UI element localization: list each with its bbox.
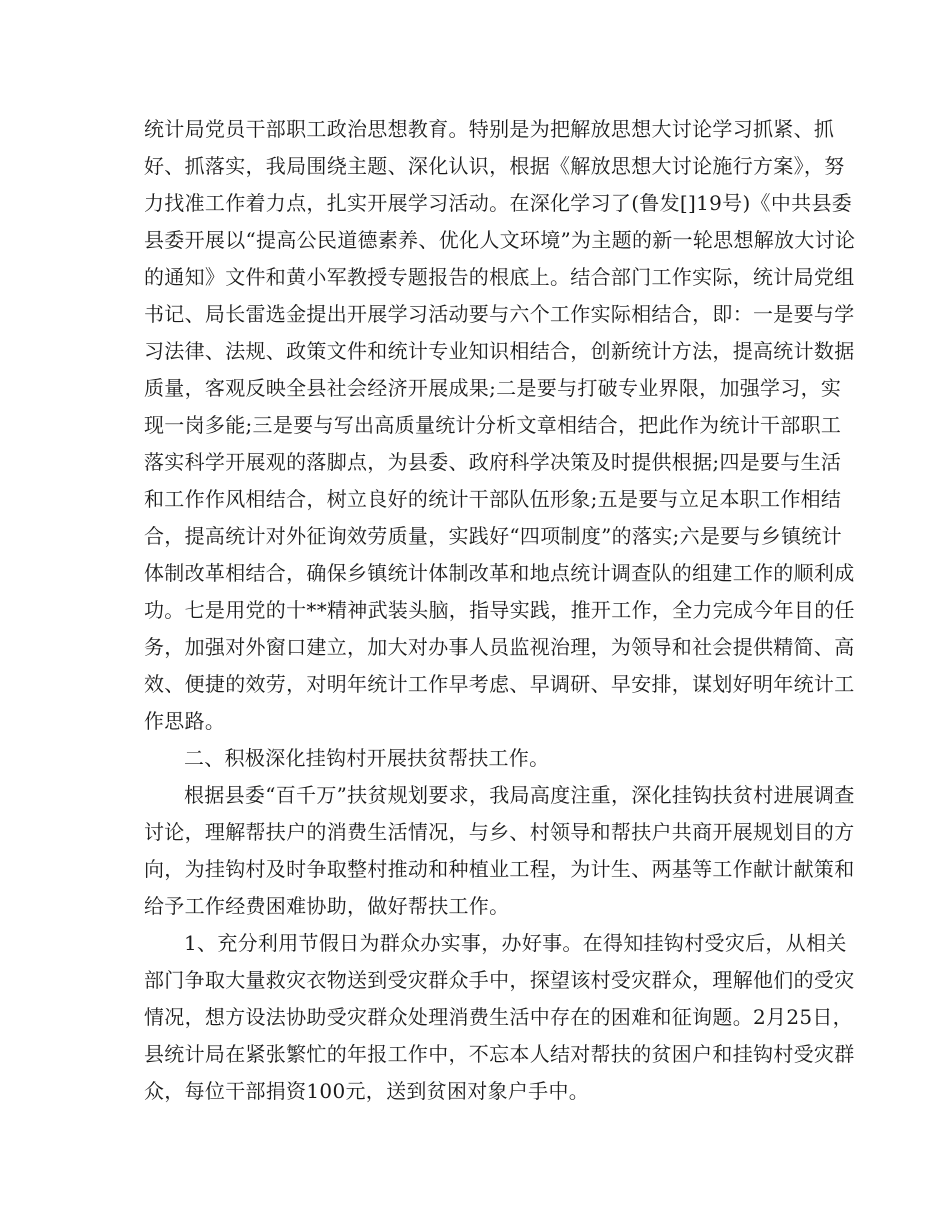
paragraph-line: 情况，想方设法协助受灾群众处理消费生活中存在的困难和征询题。2月25日，: [144, 1005, 853, 1029]
paragraph-line: 和工作作风相结合，树立良好的统计干部队伍形象;五是要与立足本职工作相结: [144, 487, 842, 511]
paragraph-line: 力找准工作着力点，扎实开展学习活动。在深化学习了(鲁发[]19号)《中共县委: [144, 191, 853, 215]
paragraph-line: 给予工作经费困难协助，做好帮扶工作。: [144, 894, 510, 918]
paragraph-line: 1、充分利用节假日为群众办实事，办好事。在得知挂钩村受灾后，从相关: [184, 931, 847, 955]
section-heading: 二、积极深化挂钩村开展扶贫帮扶工作。: [184, 746, 550, 770]
paragraph-line: 讨论，理解帮扶户的消费生活情况，与乡、村领导和帮扶户共商开展规划目的方: [144, 820, 855, 844]
paragraph-line: 合，提高统计对外征询效劳质量，实践好“四项制度”的落实;六是要与乡镇统计: [144, 524, 842, 548]
paragraph-line: 统计局党员干部职工政治思想教育。特别是为把解放思想大讨论学习抓紧、抓: [144, 117, 835, 141]
paragraph-line: 质量，客观反映全县社会经济开展成果;二是要与打破专业界限，加强学习，实: [144, 376, 842, 400]
paragraph-line: 县统计局在紧张繁忙的年报工作中，不忘本人结对帮扶的贫困户和挂钩村受灾群: [144, 1042, 855, 1066]
paragraph-line: 体制改革相结合，确保乡镇统计体制改革和地点统计调查队的组建工作的顺利成: [144, 561, 855, 585]
paragraph-line: 县委开展以“提高公民道德素养、优化人文环境”为主题的新一轮思想解放大讨论: [144, 228, 856, 252]
paragraph-line: 的通知》文件和黄小军教授专题报告的根底上。结合部门工作实际，统计局党组: [144, 265, 855, 289]
paragraph-line: 习法律、法规、政策文件和统计专业知识相结合，创新统计方法，提高统计数据: [144, 339, 855, 363]
paragraph-line: 向，为挂钩村及时争取整村推动和种植业工程，为计生、两基等工作献计献策和: [144, 857, 855, 881]
paragraph-line: 务，加强对外窗口建立，加大对办事人员监视治理，为领导和社会提供精简、高: [144, 635, 855, 659]
paragraph-line: 效、便捷的效劳，对明年统计工作早考虑、早调研、早安排，谋划好明年统计工: [144, 672, 855, 696]
paragraph-line: 书记、局长雷选金提出开展学习活动要与六个工作实际相结合，即：一是要与学: [144, 302, 855, 326]
paragraph-line: 作思路。: [144, 709, 226, 733]
paragraph-line: 部门争取大量救灾衣物送到受灾群众手中，探望该村受灾群众，理解他们的受灾: [144, 968, 855, 992]
paragraph-line: 好、抓落实，我局围绕主题、深化认识，根据《解放思想大讨论施行方案》，努: [144, 154, 845, 178]
paragraph-line: 众，每位干部捐资100元，送到贫困对象户手中。: [144, 1079, 590, 1103]
paragraph-line: 根据县委“百千万”扶贫规划要求，我局高度注重，深化挂钩扶贫村进展调查: [184, 783, 855, 807]
paragraph-line: 现一岗多能;三是要与写出高质量统计分析文章相结合，把此作为统计干部职工: [144, 413, 842, 437]
paragraph-line: 落实科学开展观的落脚点，为县委、政府科学决策及时提供根据;四是要与生活: [144, 450, 842, 474]
paragraph-line: 功。七是用党的十**精神武装头脑，指导实践，推开工作，全力完成今年目的任: [144, 598, 855, 622]
